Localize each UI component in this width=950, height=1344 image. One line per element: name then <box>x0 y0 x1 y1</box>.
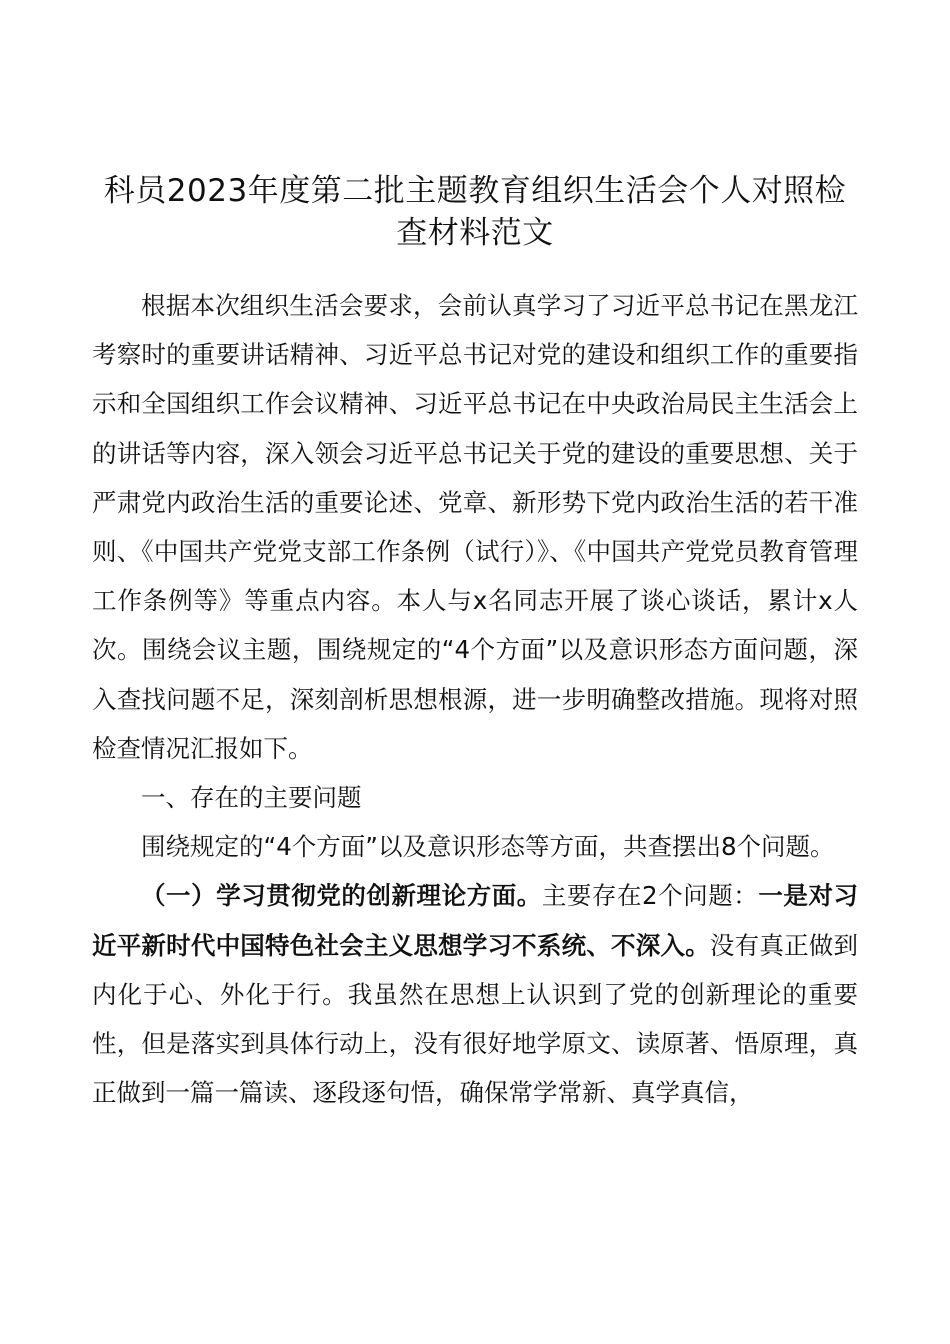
sub-heading: （一）学习贯彻党的创新理论方面。 <box>141 881 542 911</box>
sub-section-paragraph <box>92 871 858 1117</box>
issue-one-title: 一是对习近平新时代中国特色社会主义思想学习不系统、不深入。 <box>92 881 859 960</box>
intro-paragraph: 根据本次组织生活会要求，会前认真学习了习近平总书记在黑龙江考察时的重要讲话精神、习近平总书记对党的建设和组织工作的重要指示和全国组织工作会议精神、习近平总书记在中央政治局民主生活会上的讲话等内容，深入领会习近平总书记关于党的建设的重要思想、关于严肃党内政治生活的重要论述、党章、新形势下党内政治生活的若干准则、《中国共产党党支部工作条例（试行）》、《中国共产党党员教育管理工作条例等》等重点内容。本人与x名同志开展了谈心谈话，累计x人次。围绕会议主题，围绕规定的“4个方面”以及意识形态方面问题，深入查找问题不足，深刻剖析思想根源，进一步明确整改措施。现将对照检查情况汇报如下。 <box>92 291 858 763</box>
document-title: 科员2023年度第二批主题教育组织生活会个人对照检查材料范文 <box>103 173 847 251</box>
document-body <box>92 281 858 1117</box>
issue-one-text: 没有真正做到内化于心、外化于行。我虽然在思想上认识到了党的创新理论的重要性，但是落实到具体行动上，没有很好地学原文、读原著、悟原理，真正做到一篇一篇读、逐段逐句悟，确保常学常新、真学真信， <box>92 930 859 1108</box>
section-heading: 一、存在的主要问题 <box>141 783 362 813</box>
sub-count: 主要存在2个问题： <box>541 881 759 911</box>
section-summary: 围绕规定的“4个方面”以及意识形态等方面，共查摆出8个问题。 <box>141 832 835 862</box>
